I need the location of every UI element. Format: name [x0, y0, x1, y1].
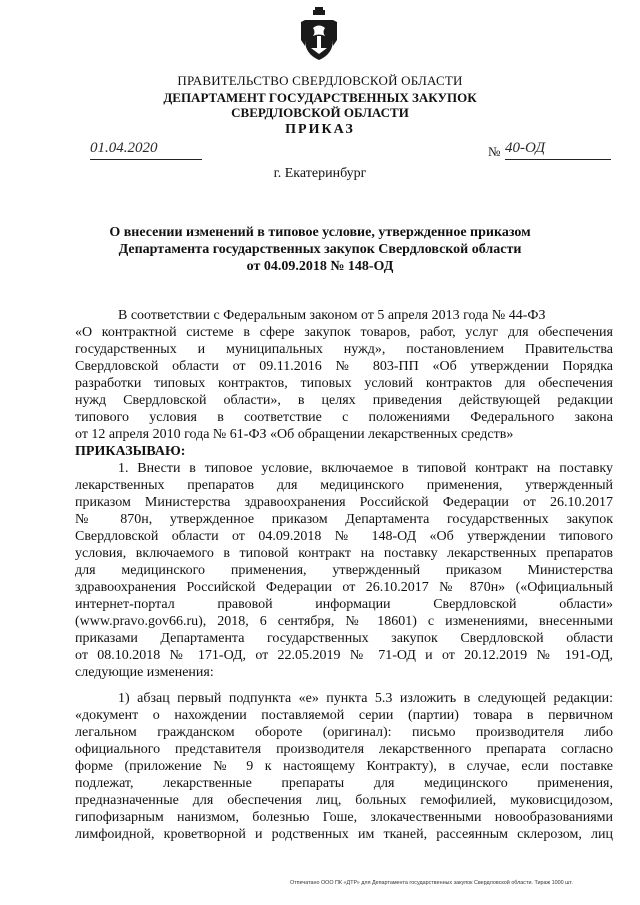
print-footer: Отпечатано ООО ПК «ДТР» для Департамента государственных закупок Свердловской области. Тираж 1000 шт.: [290, 880, 573, 886]
body-line: лимфоидной, кроветворной и родственных им тканей, рассеянным склерозом, лиц: [75, 827, 613, 842]
body-line: нужд Свердловской области», в целях приведения действующей редакции: [75, 393, 613, 408]
department-name-line-2: СВЕРДЛОВСКОЙ ОБЛАСТИ: [231, 105, 409, 120]
order-directive: ПРИКАЗЫВАЮ:: [75, 444, 186, 459]
document-type: ПРИКАЗ: [285, 122, 355, 137]
body-line: предназначенные для обеспечения лиц, больных гемофилией, муковисцидозом,: [75, 793, 613, 808]
body-line: Свердловской области от 04.09.2018 № 148-ОД «Об утверждении типового: [75, 529, 613, 544]
body-line: следующие изменения:: [75, 665, 214, 680]
body-line: 1. Внести в типовое условие, включаемое в типовой контракт на поставку: [118, 461, 613, 476]
body-line: 1) абзац первый подпункта «е» пункта 5.3 изложить в следующей редакции:: [118, 691, 613, 706]
body-line: типового условия в соответствие с положениями Федерального закона: [75, 410, 613, 425]
body-line: официального представителя производителя лекарственного препарата согласно: [75, 742, 613, 757]
body-line: «документ о нахождении поставляемой серии (партии) товара в первичном: [75, 708, 613, 723]
body-line: от 12 апреля 2010 года № 61-ФЗ «Об обращении лекарственных средств»: [75, 427, 514, 442]
body-line: Свердловской области от 09.11.2016 № 803-ПП «Об утверждении Порядка: [75, 359, 613, 374]
body-line: условия, включаемого в типовой контракт на поставку лекарственных препаратов: [75, 546, 613, 561]
order-number: 40-ОД: [505, 138, 611, 160]
body-line: лекарственных препаратов для медицинского применения, утвержденный: [75, 478, 613, 493]
body-line: (www.pravo.gov66.ru), 2018, 6 сентября, № 18601) с изменениями, внесенными: [75, 614, 613, 629]
body-line: «О контрактной системе в сфере закупок товаров, работ, услуг для обеспечения: [75, 325, 613, 340]
body-line: гипофизарным нанизмом, болезнью Гоше, злокачественными новообразованиями: [75, 810, 613, 825]
body-line: подлежат, лекарственные препараты для медицинского применения,: [75, 776, 613, 791]
body-line: для медицинского применения, утвержденный приказом Министерства: [75, 563, 613, 578]
body-line: В соответствии с Федеральным законом от 5 апреля 2013 года № 44-ФЗ: [118, 308, 546, 323]
order-number-label: №: [488, 144, 501, 159]
department-name-line-1: ДЕПАРТАМЕНТ ГОСУДАРСТВЕННЫХ ЗАКУПОК: [163, 90, 477, 105]
title-line: О внесении изменений в типовое условие, утвержденное приказом: [109, 225, 531, 240]
body-line: разработки типовых контрактов, типовых условий контрактов для обеспечения: [75, 376, 613, 391]
body-line: легальном гражданском обороте (оригинал): письмо производителя либо: [75, 725, 613, 740]
title-line: от 04.09.2018 № 148-ОД: [246, 259, 394, 274]
body-line: интернет-портал правовой информации Свердловской области»: [75, 597, 613, 612]
body-line: от 08.10.2018 № 171-ОД, от 22.05.2019 № 71-ОД и от 20.12.2019 № 191-ОД,: [75, 648, 613, 663]
city: г. Екатеринбург: [273, 166, 367, 181]
body-line: форме (приложение № 9 к настоящему Контракту), в случае, если поставке: [75, 759, 613, 774]
order-date: 01.04.2020: [90, 138, 202, 160]
body-line: приказом Министерства здравоохранения Российской Федерации от 26.10.2017: [75, 495, 613, 510]
government-name: ПРАВИТЕЛЬСТВО СВЕРДЛОВСКОЙ ОБЛАСТИ: [177, 73, 463, 88]
body-line: здравоохранения Российской Федерации от 26.10.2017 № 870н» («Официальный: [75, 580, 613, 595]
title-line: Департамента государственных закупок Свердловской области: [118, 242, 522, 257]
coat-of-arms-icon: [300, 6, 338, 62]
body-line: приказами Департамента государственных закупок Свердловской области: [75, 631, 613, 646]
body-line: государственных и муниципальных нужд», постановлением Правительства: [75, 342, 613, 357]
body-line: № 870н, утвержденное приказом Департамента государственных закупок: [75, 512, 613, 527]
